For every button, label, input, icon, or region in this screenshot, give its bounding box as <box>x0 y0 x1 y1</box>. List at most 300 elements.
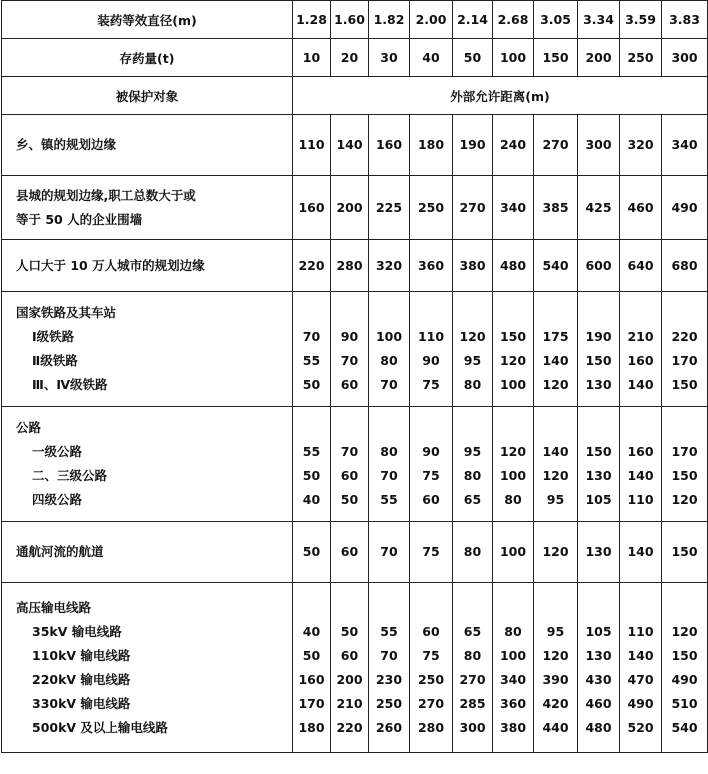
distance-value <box>493 596 533 620</box>
distance-value: 520 <box>627 719 654 735</box>
distance-cell <box>578 583 620 753</box>
distance-value: 100 <box>499 544 527 559</box>
distance-value: 600 <box>585 257 612 273</box>
distance-cell <box>369 292 410 407</box>
object-name: 高压输电线路 <box>16 599 92 615</box>
diameter-cell: 1.60 <box>331 1 369 39</box>
distance-value <box>578 301 619 325</box>
distance-value: 150 <box>585 444 612 459</box>
distance-value: 280 <box>336 257 363 273</box>
distance-value: 300 <box>585 137 612 152</box>
distance-value: 50 <box>302 468 321 483</box>
charge-cell: 300 <box>662 39 708 77</box>
diameter-cell: 2.00 <box>410 1 453 39</box>
distance-value <box>453 416 492 440</box>
object-name: 四级公路 <box>32 492 83 507</box>
distance-value: 70 <box>380 468 398 483</box>
distance-cell <box>369 176 410 240</box>
distance-value <box>578 596 619 620</box>
distance-value: 160 <box>298 671 325 687</box>
distance-value: 80 <box>504 623 522 639</box>
distance-value: 340 <box>499 671 527 687</box>
distance-value: 640 <box>627 257 654 273</box>
distance-value: 65 <box>463 492 482 507</box>
distance-value: 60 <box>340 377 359 392</box>
diameter-cell: 2.14 <box>453 1 493 39</box>
distance-value: 490 <box>671 671 698 687</box>
distance-value: 170 <box>671 353 698 368</box>
distance-value: 220 <box>671 329 698 344</box>
diameter-cell: 3.05 <box>534 1 578 39</box>
distance-value: 120 <box>542 377 569 392</box>
charge-cell: 10 <box>293 39 331 77</box>
distance-value: 360 <box>417 257 445 273</box>
distance-value: 70 <box>340 353 359 368</box>
distance-value: 200 <box>336 199 363 215</box>
distance-cell <box>369 407 410 522</box>
distance-cell <box>578 115 620 176</box>
distance-value: 55 <box>302 353 321 368</box>
distance-value: 140 <box>627 377 654 392</box>
distance-value: 95 <box>463 353 482 368</box>
distance-cell <box>453 115 493 176</box>
distance-value: 200 <box>336 671 363 687</box>
distance-value <box>293 301 330 325</box>
distance-cell <box>369 115 410 176</box>
table-row <box>2 522 708 583</box>
distance-cell <box>620 583 662 753</box>
object-name: 220kV 输电线路 <box>32 671 131 687</box>
table-row <box>2 115 708 176</box>
distance-value: 270 <box>459 671 486 687</box>
distance-value: 50 <box>302 544 321 559</box>
distance-cell <box>620 522 662 583</box>
distance-value: 175 <box>542 329 569 344</box>
distance-cell <box>662 583 708 753</box>
object-name: 人口大于 10 万人城市的规划边缘 <box>16 257 205 273</box>
distance-value: 100 <box>499 377 527 392</box>
distance-value: 440 <box>542 719 569 735</box>
distance-value: 110 <box>627 492 654 507</box>
distance-cell <box>293 115 331 176</box>
distance-cell <box>534 176 578 240</box>
object-cell <box>2 583 293 753</box>
distance-cell <box>662 407 708 522</box>
distance-value: 160 <box>375 137 403 152</box>
charge-cell: 100 <box>493 39 534 77</box>
distance-cell <box>534 407 578 522</box>
distance-value: 425 <box>585 199 612 215</box>
object-name: 500kV 及以上输电线路 <box>32 719 168 735</box>
distance-value: 260 <box>375 719 403 735</box>
distance-value: 230 <box>375 671 403 687</box>
distance-value: 180 <box>298 719 325 735</box>
table-row <box>2 240 708 292</box>
distance-value: 120 <box>499 444 527 459</box>
distance-cell <box>493 240 534 292</box>
distance-value: 60 <box>422 492 440 507</box>
distance-value: 420 <box>542 695 569 711</box>
distance-cell <box>620 115 662 176</box>
distance-cell <box>331 176 369 240</box>
distance-value: 225 <box>375 199 403 215</box>
distance-value: 270 <box>542 137 569 152</box>
charge-cell: 150 <box>534 39 578 77</box>
distance-value <box>534 596 577 620</box>
distance-cell <box>662 240 708 292</box>
distance-label: 外部允许距离(m) <box>293 77 708 115</box>
distance-value <box>453 596 492 620</box>
distance-value <box>331 416 368 440</box>
distance-value <box>331 596 368 620</box>
object-name: Ⅲ、Ⅳ级铁路 <box>32 377 108 392</box>
distance-value: 50 <box>302 377 321 392</box>
object-name: 县城的规划边缘,职工总数大于或 <box>16 187 196 203</box>
distance-value <box>410 596 452 620</box>
distance-value: 40 <box>302 623 321 639</box>
distance-value: 460 <box>627 199 654 215</box>
table-row <box>2 583 708 753</box>
object-name: 330kV 输电线路 <box>32 695 131 711</box>
distance-cell <box>293 292 331 407</box>
distance-cell <box>369 522 410 583</box>
distance-cell <box>578 176 620 240</box>
distance-value: 220 <box>298 257 325 273</box>
distance-cell <box>410 240 453 292</box>
distance-value: 95 <box>463 444 482 459</box>
object-name: 一级公路 <box>32 444 83 459</box>
distance-value: 270 <box>459 199 486 215</box>
distance-value: 95 <box>546 623 565 639</box>
distance-value: 150 <box>499 329 527 344</box>
distance-value: 120 <box>542 647 569 663</box>
distance-cell <box>331 407 369 522</box>
distance-value <box>578 416 619 440</box>
object-cell <box>2 115 293 176</box>
distance-value <box>493 416 533 440</box>
object-name: 公路 <box>16 420 42 435</box>
distance-cell <box>293 583 331 753</box>
distance-value: 160 <box>627 444 654 459</box>
distance-cell <box>369 240 410 292</box>
distance-cell <box>293 240 331 292</box>
distance-value <box>620 301 661 325</box>
distance-cell <box>578 407 620 522</box>
object-name: 等于 50 人的企业围墙 <box>16 211 143 227</box>
distance-value: 50 <box>302 647 321 663</box>
distance-value: 80 <box>463 647 482 663</box>
distance-value: 470 <box>627 671 654 687</box>
distance-value <box>662 416 707 440</box>
distance-value: 130 <box>585 647 612 663</box>
distance-value <box>293 596 330 620</box>
distance-value: 75 <box>422 377 440 392</box>
distance-value: 55 <box>380 492 398 507</box>
distance-value <box>410 301 452 325</box>
object-cell <box>2 292 293 407</box>
distance-cell <box>493 583 534 753</box>
table-row <box>2 292 708 407</box>
distance-cell <box>410 176 453 240</box>
distance-value: 190 <box>585 329 612 344</box>
distance-value: 80 <box>380 353 398 368</box>
distance-cell <box>493 407 534 522</box>
distance-value: 50 <box>340 623 359 639</box>
object-name: 国家铁路及其车站 <box>16 305 117 320</box>
distance-value <box>453 301 492 325</box>
distance-value: 90 <box>422 353 440 368</box>
distance-value: 140 <box>336 137 363 152</box>
distance-value: 150 <box>671 377 698 392</box>
distance-cell <box>331 522 369 583</box>
object-name: Ⅰ级铁路 <box>32 329 75 344</box>
distance-value: 120 <box>671 623 698 639</box>
distance-value: 120 <box>542 544 569 559</box>
distance-value: 430 <box>585 671 612 687</box>
distance-cell <box>662 176 708 240</box>
distance-value: 250 <box>417 671 445 687</box>
distance-value: 320 <box>627 137 654 152</box>
object-cell <box>2 240 293 292</box>
charge-cell: 250 <box>620 39 662 77</box>
distance-cell <box>493 115 534 176</box>
charge-cell: 20 <box>331 39 369 77</box>
distance-cell <box>534 292 578 407</box>
distance-value: 60 <box>340 544 359 559</box>
distance-value: 150 <box>671 544 698 559</box>
distance-value: 70 <box>302 329 321 344</box>
distance-value: 130 <box>585 468 612 483</box>
distance-value: 300 <box>459 719 486 735</box>
distance-value: 120 <box>499 353 527 368</box>
distance-value: 490 <box>671 199 698 215</box>
distance-value: 320 <box>375 257 403 273</box>
distance-cell <box>620 176 662 240</box>
distance-cell <box>410 115 453 176</box>
distance-value: 80 <box>380 444 398 459</box>
charge-cell: 40 <box>410 39 453 77</box>
distance-value: 480 <box>499 257 527 273</box>
object-name: 二、三级公路 <box>32 468 108 483</box>
distance-table <box>1 0 708 753</box>
distance-value: 250 <box>375 695 403 711</box>
distance-value: 65 <box>463 623 482 639</box>
diameter-row <box>2 1 708 39</box>
diameter-label: 装药等效直径(m) <box>2 1 293 39</box>
distance-cell <box>534 115 578 176</box>
distance-cell <box>369 583 410 753</box>
diameter-cell: 3.59 <box>620 1 662 39</box>
distance-value: 100 <box>499 468 527 483</box>
distance-cell <box>493 292 534 407</box>
distance-cell <box>578 240 620 292</box>
distance-value: 90 <box>422 444 440 459</box>
charge-label: 存药量(t) <box>2 39 293 77</box>
distance-value: 140 <box>542 353 569 368</box>
distance-value: 190 <box>459 137 486 152</box>
distance-value <box>410 416 452 440</box>
distance-value: 680 <box>671 257 698 273</box>
distance-value: 150 <box>671 468 698 483</box>
distance-value <box>662 596 707 620</box>
distance-value: 490 <box>627 695 654 711</box>
object-name: 乡、镇的规划边缘 <box>16 137 117 152</box>
distance-value: 340 <box>671 137 698 152</box>
distance-value <box>369 596 409 620</box>
distance-value: 285 <box>459 695 486 711</box>
table-row <box>2 407 708 522</box>
charge-cell: 50 <box>453 39 493 77</box>
distance-value <box>369 416 409 440</box>
distance-cell <box>410 292 453 407</box>
distance-value <box>534 301 577 325</box>
distance-cell <box>331 240 369 292</box>
distance-value <box>662 301 707 325</box>
distance-value: 120 <box>671 492 698 507</box>
distance-cell <box>662 292 708 407</box>
distance-cell <box>453 240 493 292</box>
distance-value: 250 <box>417 199 445 215</box>
distance-cell <box>331 292 369 407</box>
distance-value: 160 <box>298 199 325 215</box>
distance-value: 70 <box>380 647 398 663</box>
distance-value: 210 <box>336 695 363 711</box>
distance-value: 75 <box>422 468 440 483</box>
distance-value: 70 <box>380 544 398 559</box>
distance-value: 100 <box>375 329 403 344</box>
distance-value: 105 <box>585 623 612 639</box>
distance-value: 75 <box>422 544 440 559</box>
distance-value: 40 <box>302 492 321 507</box>
diameter-cell: 1.82 <box>369 1 410 39</box>
distance-value: 55 <box>380 623 398 639</box>
distance-cell <box>410 407 453 522</box>
distance-value <box>534 416 577 440</box>
distance-value: 140 <box>627 468 654 483</box>
object-cell <box>2 522 293 583</box>
distance-cell <box>662 522 708 583</box>
distance-cell <box>453 522 493 583</box>
object-label: 被保护对象 <box>2 77 293 115</box>
distance-value: 385 <box>542 199 569 215</box>
distance-value: 110 <box>417 329 445 344</box>
object-name: 110kV 输电线路 <box>32 647 131 663</box>
distance-value: 50 <box>340 492 359 507</box>
distance-cell <box>293 407 331 522</box>
distance-value: 110 <box>298 137 325 152</box>
distance-value: 130 <box>585 377 612 392</box>
distance-value: 140 <box>627 647 654 663</box>
object-name: Ⅱ级铁路 <box>32 353 78 368</box>
distance-value: 540 <box>542 257 569 273</box>
distance-value: 480 <box>585 719 612 735</box>
distance-value: 140 <box>627 544 654 559</box>
distance-value: 55 <box>302 444 321 459</box>
distance-cell <box>410 583 453 753</box>
distance-value: 460 <box>585 695 612 711</box>
distance-value: 80 <box>463 377 482 392</box>
distance-value: 105 <box>585 492 612 507</box>
distance-value: 540 <box>671 719 698 735</box>
distance-cell <box>293 522 331 583</box>
distance-value: 80 <box>463 468 482 483</box>
distance-value: 340 <box>499 199 527 215</box>
distance-cell <box>331 115 369 176</box>
distance-value: 150 <box>585 353 612 368</box>
table-row <box>2 176 708 240</box>
distance-value: 120 <box>459 329 486 344</box>
object-name: 通航河流的航道 <box>16 544 104 559</box>
distance-cell <box>620 292 662 407</box>
distance-value <box>293 416 330 440</box>
distance-value: 130 <box>585 544 612 559</box>
object-cell <box>2 407 293 522</box>
diameter-cell: 1.28 <box>293 1 331 39</box>
distance-value: 90 <box>340 329 359 344</box>
distance-value: 60 <box>340 468 359 483</box>
charge-row <box>2 39 708 77</box>
distance-value <box>331 301 368 325</box>
distance-value: 280 <box>417 719 445 735</box>
distance-value: 180 <box>417 137 445 152</box>
distance-value <box>620 596 661 620</box>
distance-cell <box>453 407 493 522</box>
distance-value: 110 <box>627 623 654 639</box>
distance-cell <box>453 292 493 407</box>
distance-cell <box>410 522 453 583</box>
distance-cell <box>662 115 708 176</box>
distance-cell <box>534 240 578 292</box>
distance-cell <box>578 522 620 583</box>
distance-value: 95 <box>546 492 565 507</box>
distance-value: 75 <box>422 647 440 663</box>
distance-cell <box>493 176 534 240</box>
distance-cell <box>453 583 493 753</box>
distance-value: 120 <box>542 468 569 483</box>
distance-value <box>493 301 533 325</box>
charge-cell: 200 <box>578 39 620 77</box>
distance-value: 60 <box>340 647 359 663</box>
distance-value: 270 <box>417 695 445 711</box>
distance-value: 220 <box>336 719 363 735</box>
diameter-cell: 2.68 <box>493 1 534 39</box>
distance-value: 360 <box>499 695 527 711</box>
distance-value: 210 <box>627 329 654 344</box>
object-cell <box>2 176 293 240</box>
distance-value: 150 <box>671 647 698 663</box>
distance-cell <box>493 522 534 583</box>
distance-value <box>369 301 409 325</box>
distance-value: 80 <box>463 544 482 559</box>
distance-cell <box>293 176 331 240</box>
distance-cell <box>534 522 578 583</box>
distance-cell <box>453 176 493 240</box>
distance-value <box>620 416 661 440</box>
distance-value: 510 <box>671 695 698 711</box>
distance-value: 140 <box>542 444 569 459</box>
distance-cell <box>620 407 662 522</box>
distance-cell <box>331 583 369 753</box>
distance-value: 240 <box>499 137 527 152</box>
distance-value: 80 <box>504 492 522 507</box>
section-header-row <box>2 77 708 115</box>
diameter-cell: 3.83 <box>662 1 708 39</box>
distance-value: 380 <box>499 719 527 735</box>
distance-value: 380 <box>459 257 486 273</box>
distance-value: 170 <box>671 444 698 459</box>
distance-value: 70 <box>340 444 359 459</box>
distance-cell <box>534 583 578 753</box>
